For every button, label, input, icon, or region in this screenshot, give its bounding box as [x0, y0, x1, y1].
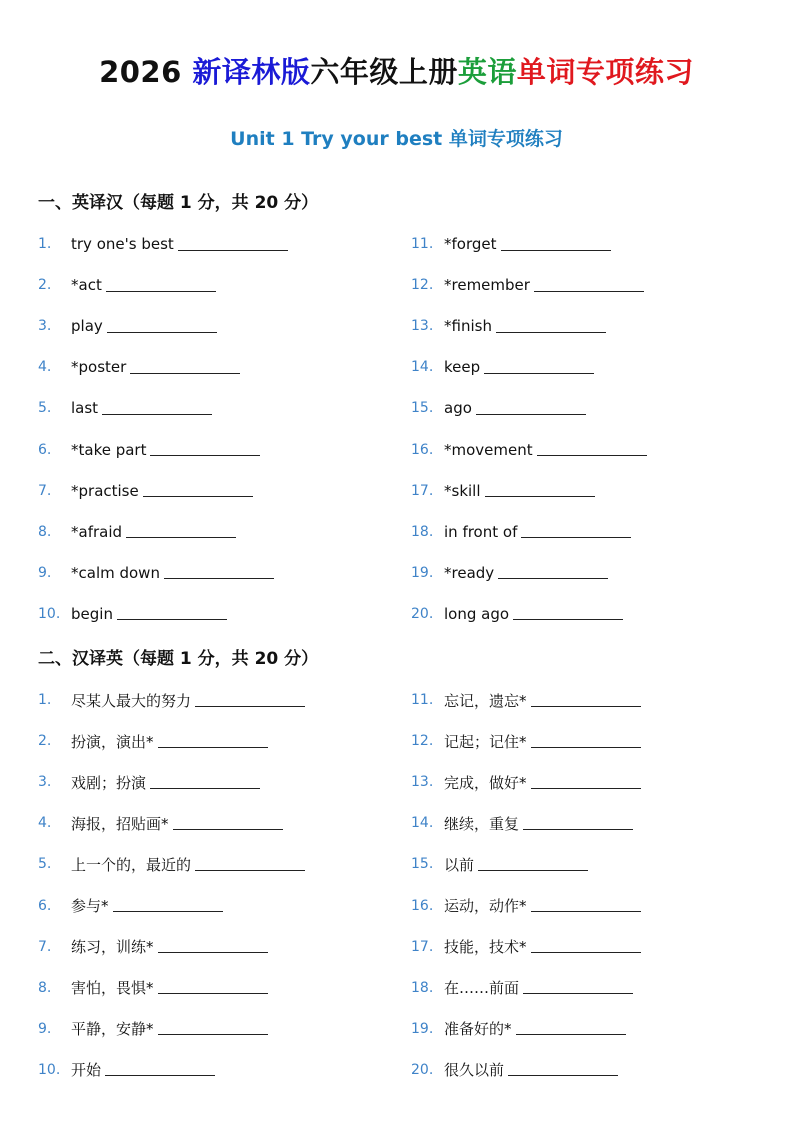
page-subtitle: Unit 1 Try your best 单词专项练习: [230, 128, 563, 150]
question-number: 20.: [411, 1061, 434, 1078]
question-number: 3.: [38, 774, 52, 791]
question-prompt: 准备好的*: [444, 1020, 512, 1039]
question-item: [411, 397, 586, 419]
answer-blank[interactable]: [173, 815, 283, 830]
question-item: [38, 895, 223, 917]
answer-blank[interactable]: [178, 236, 288, 251]
question-number: 18.: [411, 523, 434, 540]
question-item: [411, 562, 608, 584]
question-item: [38, 439, 260, 461]
answer-blank[interactable]: [531, 692, 641, 707]
answer-blank[interactable]: [150, 774, 260, 789]
answer-blank[interactable]: [521, 523, 631, 538]
question-item: [38, 480, 253, 502]
question-number: 16.: [411, 441, 434, 458]
question-item: [38, 689, 305, 711]
question-number: 5.: [38, 856, 52, 873]
question-prompt: *ready: [444, 563, 495, 582]
question-prompt: begin: [71, 604, 113, 623]
question-prompt: *forget: [444, 235, 497, 253]
answer-blank[interactable]: [107, 318, 217, 333]
title-part-grade: 六年级上册: [310, 55, 458, 89]
question-prompt: *calm down: [71, 563, 160, 582]
question-number: 13.: [411, 318, 434, 335]
question-item: [38, 1059, 215, 1081]
answer-blank[interactable]: [501, 236, 611, 251]
question-item: [411, 521, 631, 543]
question-number: 1.: [38, 236, 52, 252]
question-prompt: ago: [444, 399, 472, 418]
answer-blank[interactable]: [523, 815, 633, 830]
question-prompt: *finish: [444, 317, 492, 336]
question-number: 13.: [411, 774, 434, 791]
question-prompt: 害怕，畏惧*: [71, 979, 154, 998]
question-prompt: *remember: [444, 276, 530, 295]
question-number: 14.: [411, 359, 434, 376]
question-number: 6.: [38, 897, 52, 914]
question-item: [411, 315, 606, 337]
answer-blank[interactable]: [106, 277, 216, 292]
question-number: 7.: [38, 482, 52, 499]
answer-blank[interactable]: [513, 605, 623, 620]
answer-blank[interactable]: [531, 774, 641, 789]
question-item: [411, 1018, 626, 1040]
question-prompt: *practise: [71, 481, 139, 500]
question-item: [38, 603, 227, 625]
question-number: 14.: [411, 815, 434, 832]
question-number: 10.: [38, 605, 61, 622]
question-number: 16.: [411, 897, 434, 914]
question-prompt: 开始: [71, 1061, 102, 1080]
question-number: 20.: [411, 605, 434, 622]
question-number: 5.: [38, 400, 52, 417]
answer-blank[interactable]: [113, 897, 223, 912]
answer-blank[interactable]: [531, 897, 641, 912]
question-number: 7.: [38, 938, 52, 955]
question-number: 18.: [411, 979, 434, 996]
answer-blank[interactable]: [508, 1061, 618, 1076]
question-number: 12.: [411, 733, 434, 750]
question-prompt: try one's best: [71, 235, 174, 253]
answer-blank[interactable]: [126, 523, 236, 538]
title-part-year: 2026: [99, 55, 193, 89]
question-prompt: 继续，重复: [444, 814, 520, 833]
question-number: 2.: [38, 277, 52, 294]
question-prompt: *afraid: [71, 522, 123, 541]
question-number: 11.: [411, 236, 434, 252]
question-number: 15.: [411, 856, 434, 873]
question-number: 19.: [411, 1020, 434, 1037]
question-item: [411, 233, 611, 255]
question-number: 10.: [38, 1061, 61, 1078]
question-number: 17.: [411, 482, 434, 499]
question-number: 9.: [38, 564, 52, 581]
page-title: [0, 50, 793, 91]
answer-blank[interactable]: [158, 979, 268, 994]
answer-blank[interactable]: [531, 733, 641, 748]
question-number: 4.: [38, 815, 52, 832]
question-item: [411, 853, 588, 875]
answer-blank[interactable]: [143, 482, 253, 497]
question-item: [38, 315, 217, 337]
answer-blank[interactable]: [496, 318, 606, 333]
question-item: [411, 977, 633, 999]
question-prompt: long ago: [444, 604, 510, 623]
question-item: [38, 936, 268, 958]
question-item: [411, 1059, 618, 1081]
question-item: [38, 397, 212, 419]
question-item: [38, 730, 268, 752]
question-number: 6.: [38, 441, 52, 458]
question-prompt: 在……前面: [444, 979, 520, 998]
question-prompt: in front of: [444, 522, 518, 541]
answer-blank[interactable]: [150, 441, 260, 456]
question-number: 2.: [38, 733, 52, 750]
answer-blank[interactable]: [498, 564, 608, 579]
question-prompt: 以前: [444, 855, 475, 874]
answer-blank[interactable]: [158, 733, 268, 748]
question-item: [411, 812, 633, 834]
question-number: 3.: [38, 318, 52, 335]
question-prompt: 上一个的，最近的: [71, 855, 192, 874]
question-prompt: 技能，技术*: [444, 938, 527, 957]
answer-blank[interactable]: [130, 359, 240, 374]
question-prompt: 参与*: [71, 897, 109, 915]
question-item: [411, 771, 641, 793]
question-item: [38, 1018, 268, 1040]
answer-blank[interactable]: [534, 277, 644, 292]
question-item: [411, 730, 641, 752]
title-part-subject: 英语: [457, 55, 517, 89]
question-prompt: 完成，做好*: [444, 773, 527, 792]
answer-blank[interactable]: [102, 400, 212, 415]
question-prompt: 戏剧；扮演: [71, 773, 147, 792]
question-prompt: *take part: [71, 440, 147, 459]
question-number: 15.: [411, 400, 434, 417]
question-prompt: 尽某人最大的努力: [71, 691, 192, 710]
question-item: [411, 895, 641, 917]
question-number: 9.: [38, 1020, 52, 1037]
question-item: [38, 274, 216, 296]
answer-blank[interactable]: [485, 482, 595, 497]
answer-blank[interactable]: [117, 605, 227, 620]
question-item: [38, 562, 274, 584]
answer-blank[interactable]: [164, 564, 274, 579]
answer-blank[interactable]: [484, 359, 594, 374]
question-item: [411, 480, 595, 502]
question-prompt: keep: [444, 358, 481, 377]
answer-blank[interactable]: [105, 1061, 215, 1076]
question-item: [38, 853, 305, 875]
question-prompt: *poster: [71, 358, 127, 377]
question-prompt: 海报，招贴画*: [71, 814, 169, 833]
title-part-type: 单词专项练习: [516, 55, 694, 89]
question-prompt: 记起；记住*: [444, 732, 527, 751]
question-prompt: 平静，安静*: [71, 1020, 154, 1039]
question-prompt: last: [71, 399, 99, 418]
question-item: [411, 603, 623, 625]
question-number: 11.: [411, 692, 434, 708]
question-item: [411, 439, 647, 461]
question-prompt: play: [71, 317, 103, 336]
question-item: [38, 771, 260, 793]
answer-blank[interactable]: [537, 441, 647, 456]
question-item: [38, 521, 236, 543]
answer-blank[interactable]: [478, 856, 588, 871]
question-prompt: 忘记，遗忘*: [444, 691, 527, 710]
question-item: [38, 356, 240, 378]
question-number: 12.: [411, 277, 434, 294]
question-prompt: 很久以前: [444, 1061, 505, 1080]
question-prompt: *act: [71, 276, 102, 295]
question-number: 8.: [38, 523, 52, 540]
answer-blank[interactable]: [195, 692, 305, 707]
question-number: 1.: [38, 692, 52, 708]
question-item: [38, 233, 288, 255]
question-number: 4.: [38, 359, 52, 376]
question-item: [411, 689, 641, 711]
question-prompt: *movement: [444, 440, 533, 459]
section-title-en-to-zh: 一、英译汉（每题 1 分，共 20 分）: [38, 193, 319, 213]
question-item: [411, 274, 644, 296]
question-item: [411, 936, 641, 958]
question-item: [38, 812, 283, 834]
answer-blank[interactable]: [523, 979, 633, 994]
section-title-zh-to-en: 二、汉译英（每题 1 分，共 20 分）: [38, 649, 319, 669]
answer-blank[interactable]: [158, 1020, 268, 1035]
answer-blank[interactable]: [195, 856, 305, 871]
question-number: 8.: [38, 979, 52, 996]
question-item: [38, 977, 268, 999]
answer-blank[interactable]: [516, 1020, 626, 1035]
question-prompt: 练习，训练*: [71, 938, 154, 957]
question-prompt: 扮演，演出*: [71, 732, 154, 751]
title-part-publisher: 新译林版: [192, 55, 311, 89]
question-prompt: 运动，动作*: [444, 897, 527, 915]
question-number: 17.: [411, 938, 434, 955]
question-prompt: *skill: [444, 481, 481, 500]
question-number: 19.: [411, 564, 434, 581]
answer-blank[interactable]: [476, 400, 586, 415]
question-item: [411, 356, 594, 378]
answer-blank[interactable]: [531, 938, 641, 953]
answer-blank[interactable]: [158, 938, 268, 953]
